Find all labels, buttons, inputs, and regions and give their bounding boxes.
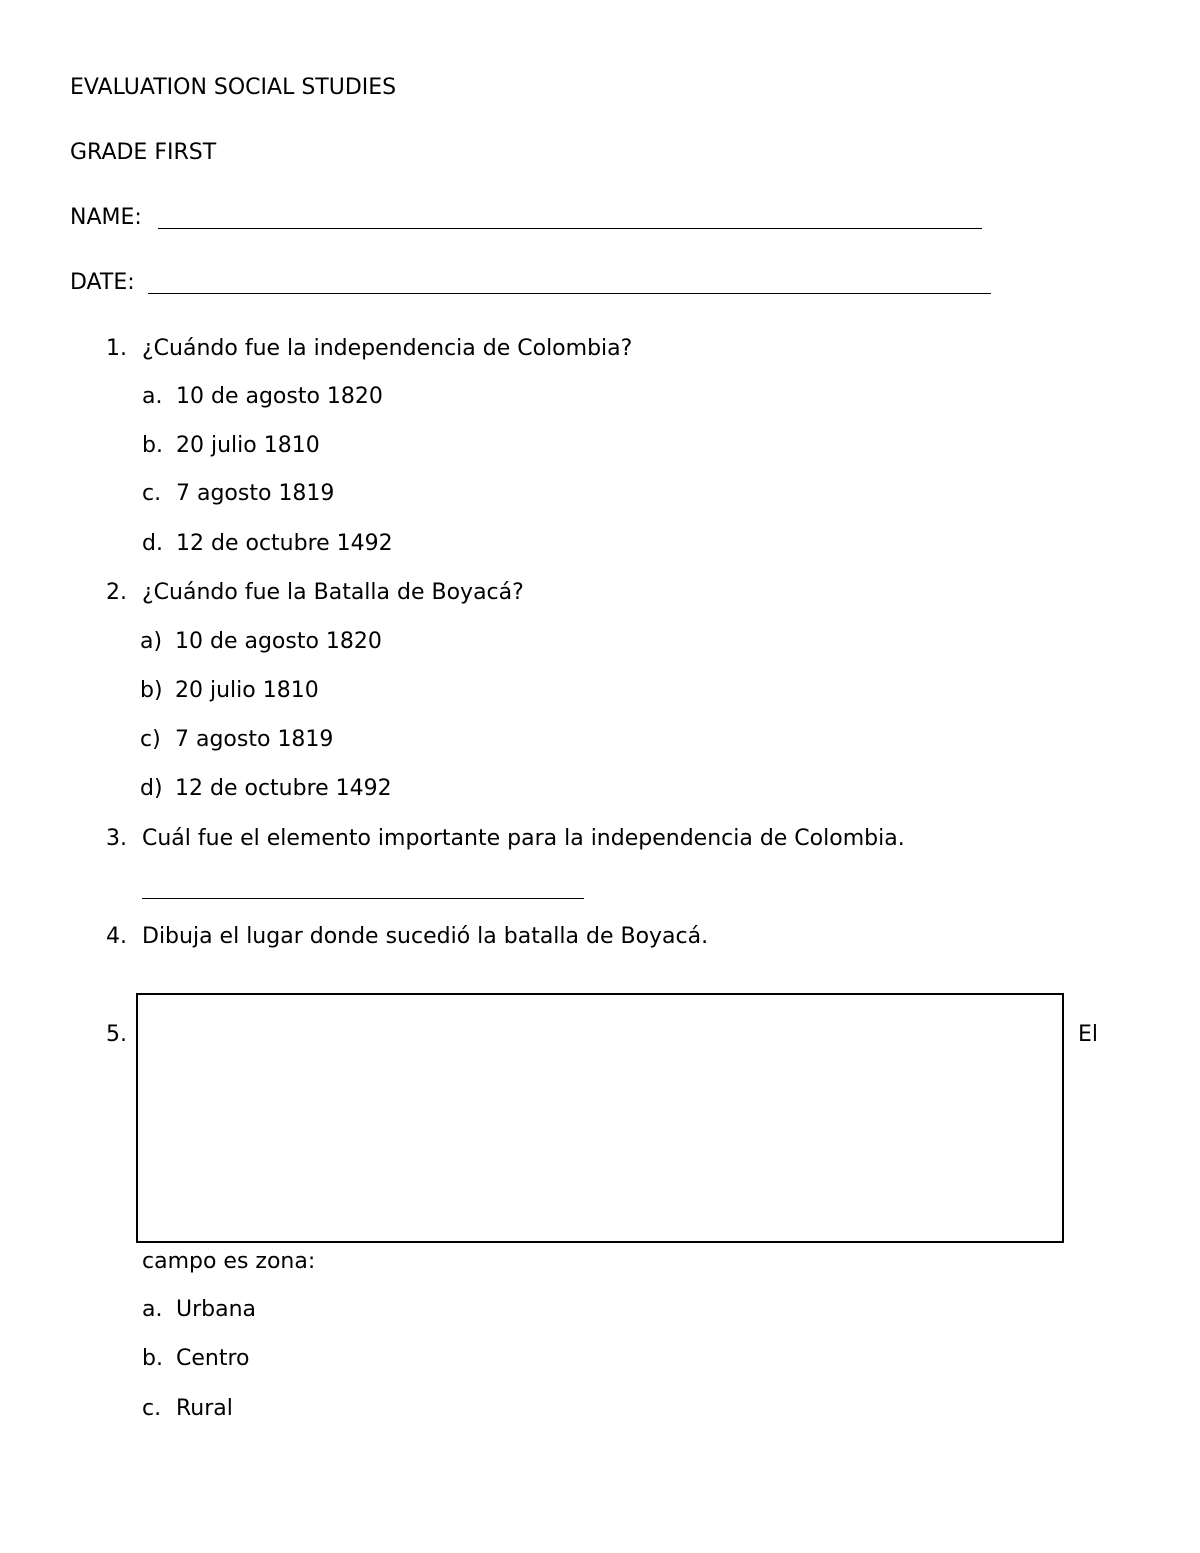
q2-option-a-marker: a) (140, 629, 163, 654)
q1-option-c[interactable]: 7 agosto 1819 (176, 481, 335, 506)
question-3-answer-line[interactable] (142, 898, 584, 899)
q5-option-c[interactable]: Rural (176, 1396, 233, 1421)
q1-option-b-marker: b. (142, 433, 163, 458)
q2-option-d-marker: d) (140, 776, 163, 801)
q1-option-a[interactable]: 10 de agosto 1820 (176, 384, 383, 409)
q5-option-b-marker: b. (142, 1346, 163, 1371)
question-5-text-start: El (1078, 1022, 1099, 1047)
date-label: DATE: (70, 270, 135, 295)
q2-option-a[interactable]: 10 de agosto 1820 (175, 629, 382, 654)
question-1-number: 1. (106, 336, 127, 361)
q1-option-d-marker: d. (142, 531, 163, 556)
q2-option-b-marker: b) (140, 678, 163, 703)
q5-option-b[interactable]: Centro (176, 1346, 250, 1371)
question-3-number: 3. (106, 826, 127, 851)
q2-option-d[interactable]: 12 de octubre 1492 (175, 776, 392, 801)
q2-option-c-marker: c) (140, 727, 161, 752)
q5-option-c-marker: c. (142, 1396, 162, 1421)
question-4-number: 4. (106, 924, 127, 949)
question-1-text: ¿Cuándo fue la independencia de Colombia? (142, 336, 633, 361)
q1-option-d[interactable]: 12 de octubre 1492 (176, 531, 393, 556)
question-5-text-end: campo es zona: (142, 1249, 316, 1274)
q5-option-a[interactable]: Urbana (176, 1297, 257, 1322)
drawing-box[interactable] (136, 993, 1064, 1243)
question-2-number: 2. (106, 580, 127, 605)
question-5-number: 5. (106, 1022, 127, 1047)
name-field[interactable] (158, 228, 982, 229)
question-2-text: ¿Cuándo fue la Batalla de Boyacá? (142, 580, 524, 605)
q1-option-a-marker: a. (142, 384, 163, 409)
question-3-text: Cuál fue el elemento importante para la independencia de Colombia. (142, 826, 905, 851)
question-4-text: Dibuja el lugar donde sucedió la batalla de Boyacá. (142, 924, 709, 949)
q2-option-c[interactable]: 7 agosto 1819 (175, 727, 334, 752)
q5-option-a-marker: a. (142, 1297, 163, 1322)
grade-label: GRADE FIRST (70, 140, 217, 165)
date-field[interactable] (148, 293, 991, 294)
q2-option-b[interactable]: 20 julio 1810 (175, 678, 319, 703)
q1-option-b[interactable]: 20 julio 1810 (176, 433, 320, 458)
q1-option-c-marker: c. (142, 481, 162, 506)
name-label: NAME: (70, 205, 142, 230)
document-title: EVALUATION SOCIAL STUDIES (70, 75, 397, 100)
